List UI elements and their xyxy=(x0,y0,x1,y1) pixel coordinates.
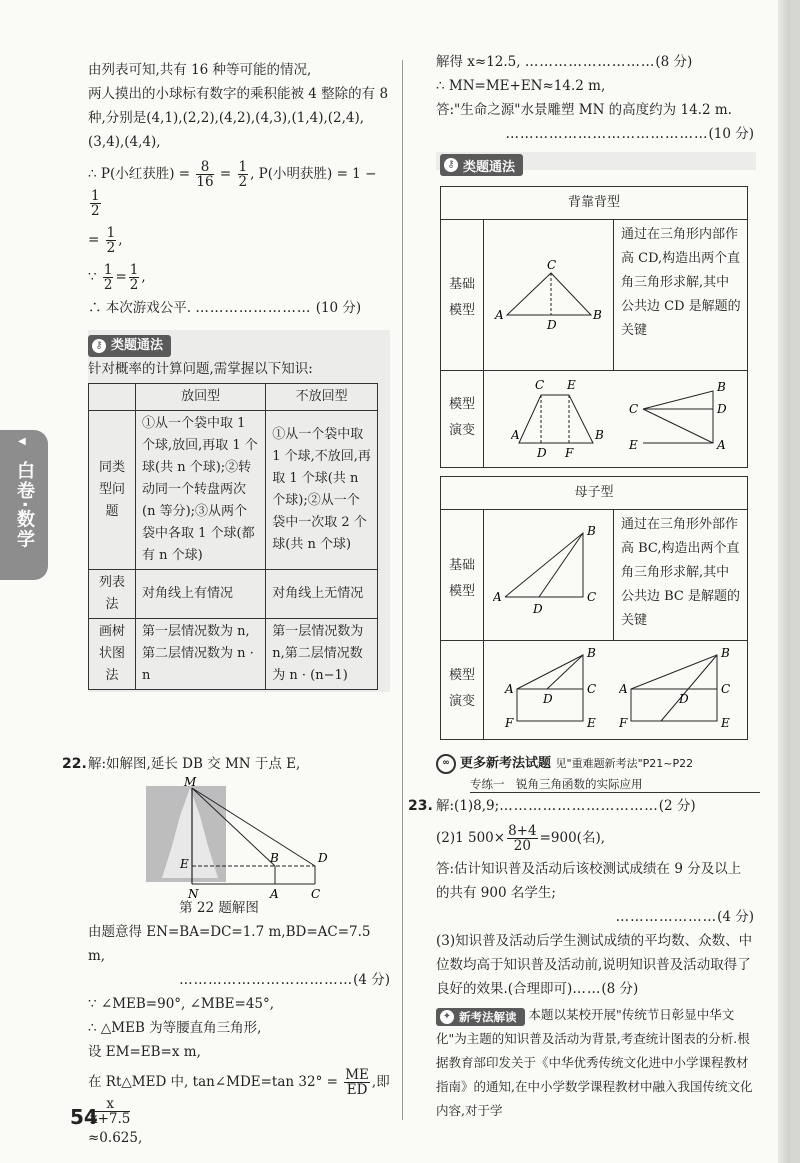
label-divider xyxy=(483,510,484,739)
column-divider xyxy=(402,60,403,1120)
model-title: 背靠背型 xyxy=(441,187,747,220)
dots: …… xyxy=(572,981,602,997)
fraction xyxy=(103,263,114,292)
table-row xyxy=(89,619,378,690)
text-span: 在 Rt△MED 中, tan∠MDE=tan 32° = xyxy=(88,1074,338,1090)
method-badge xyxy=(88,335,171,357)
label-D: D xyxy=(679,692,689,706)
link-icon: ∞ xyxy=(436,754,456,774)
row-label: 同类型问题 xyxy=(89,411,136,570)
text-span: ∴ 本次游戏公平. xyxy=(88,300,192,316)
dots: ………………… xyxy=(615,909,718,925)
label-B: B xyxy=(587,647,596,660)
fraction xyxy=(106,226,117,255)
label-divider xyxy=(483,220,484,467)
page-edge xyxy=(778,0,790,1163)
table-row xyxy=(89,384,378,411)
trapezoid xyxy=(519,395,593,443)
label-E: E xyxy=(587,716,596,730)
method-badge xyxy=(440,154,523,176)
table-row xyxy=(89,411,378,570)
denominator: 2 xyxy=(129,277,139,293)
dots: ……………………… xyxy=(524,54,656,70)
label-C: C xyxy=(547,258,557,272)
badge-label: 类题通法 xyxy=(111,338,164,353)
label-B: B xyxy=(595,428,604,442)
method-section xyxy=(88,330,390,692)
table-cell: ①从一个袋中取 1 个球,不放回,再取 1 个球(共 n 个球);②从一个袋中一次取 2 个球(共 n 个球) xyxy=(266,411,378,570)
fraction xyxy=(238,160,249,189)
q22-block xyxy=(88,752,390,776)
key-icon: ⚷ xyxy=(92,339,106,353)
label-C: C xyxy=(587,590,597,604)
label-E: E xyxy=(629,438,638,452)
table-row xyxy=(89,570,378,619)
fraction xyxy=(507,824,538,853)
numerator: 1 xyxy=(106,225,116,241)
dots: …………………………… xyxy=(499,798,659,814)
label-A: A xyxy=(495,308,504,322)
question-number: 23. xyxy=(408,798,433,814)
side-tab-label: 白卷·数学 xyxy=(14,460,35,550)
right-column-top xyxy=(436,50,754,146)
numerator: x xyxy=(90,1097,130,1112)
row-label: 模型演变 xyxy=(448,397,475,438)
denominator: 16 xyxy=(196,174,214,190)
table-cell: ①从一个袋中取 1 个球,放回,再取 1 个球(共 n 个球);②转动同一个转盘两次(n 等分);③从两个袋中各取 1 个球(都有 n 个球) xyxy=(136,411,266,570)
probability-table xyxy=(88,383,378,690)
label-F: F xyxy=(505,716,514,730)
line-DB xyxy=(547,655,583,689)
text-span: ,即 xyxy=(371,1074,390,1090)
label-A: A xyxy=(717,438,726,452)
denominator: x+7.5 xyxy=(90,1111,131,1127)
badge-label: 类题通法 xyxy=(463,159,516,175)
model-title: 母子型 xyxy=(441,477,747,510)
more-title: 更多新考法试题 xyxy=(460,756,552,771)
text-divider xyxy=(613,510,614,640)
prob-line: ∵ $\frac{1}{2}$ = $\frac{1}{2}$ , xyxy=(88,262,146,293)
label-F: F xyxy=(619,716,628,730)
line-DB xyxy=(539,533,583,597)
new-law-badge xyxy=(436,1008,525,1026)
text-span: (2)1 500× xyxy=(436,830,506,846)
row-label: 列表法 xyxy=(89,570,136,619)
text-line: 由列表可知,共有 16 种等可能的情况, xyxy=(88,62,312,78)
fraction xyxy=(129,263,140,292)
fraction xyxy=(90,189,101,218)
variant-figure-1 xyxy=(511,377,611,461)
label-B: B xyxy=(721,647,730,660)
q22-line: 由题意得 EN=BA=DC=1.7 m,BD=AC=7.5 m, xyxy=(88,924,371,964)
q23-block xyxy=(436,794,754,1123)
label-B: B xyxy=(593,308,602,322)
score: (4 分) xyxy=(717,909,754,925)
label-C: C xyxy=(721,682,731,696)
triangle-ABC xyxy=(507,273,591,315)
line-CA xyxy=(643,409,713,443)
score-line xyxy=(88,968,390,992)
label-E: E xyxy=(567,378,576,392)
variant-figure-2 xyxy=(621,377,739,461)
label-B: B xyxy=(717,380,726,394)
q23-line xyxy=(436,929,754,1001)
base-figure xyxy=(493,521,611,633)
new-law-text: 本题以某校开展"传统节日彰显中华文化"为主题的知识普及活动为背景,考查统计图表的分析.根据教育部印发关于《中华优秀传统文化进中小学课程教材指南》的通知,在中小学数学课程教材中融入我国传统文化内容,对于学 xyxy=(436,1007,753,1118)
fig-caption: 第 22 题解图 xyxy=(179,900,259,916)
model-mother-child xyxy=(440,476,748,740)
label-E: E xyxy=(721,716,730,730)
fraction xyxy=(344,1068,370,1097)
text-line: 答:"生命之源"水景雕塑 MN 的高度约为 14.2 m. xyxy=(436,102,732,118)
label-A: A xyxy=(505,682,514,696)
numerator: 1 xyxy=(103,262,113,278)
text-span: 解:(1)8,9; xyxy=(436,798,500,814)
text-line: ∴ MN=ME+EN≈14.2 m, xyxy=(436,78,606,94)
shape xyxy=(631,655,717,721)
label-E: E xyxy=(180,857,189,871)
label-C: C xyxy=(311,887,321,901)
text-span: , P(小明获胜) = 1 − xyxy=(250,166,377,182)
score: (10 分) xyxy=(315,300,362,316)
model-description: 通过在三角形内部作高 CD,构造出两个直角三角形求解,其中公共边 CD 是解题的关键 xyxy=(621,227,741,338)
label-D: D xyxy=(537,446,547,460)
table-header: 放回型 xyxy=(136,384,266,411)
shape xyxy=(643,391,713,443)
sub-topic: 专练一 锐角三角函数的实际应用 xyxy=(470,776,760,793)
label-B: B xyxy=(587,524,596,538)
prob-line: = $\frac{1}{2}$ , xyxy=(88,225,123,256)
denominator: ED xyxy=(346,1082,368,1098)
score: (8 分) xyxy=(655,54,693,70)
table-cell xyxy=(89,384,136,411)
denominator: 2 xyxy=(238,174,248,190)
key-icon: ⚷ xyxy=(444,158,458,172)
score-line xyxy=(436,794,754,818)
q22-line: ∵ ∠MEB=90°, ∠MBE=45°, xyxy=(88,996,275,1012)
row-label: 基础模型 xyxy=(448,558,475,599)
text-span: ∵ xyxy=(88,269,97,285)
label-B: B xyxy=(270,851,279,865)
row-label: 模型演变 xyxy=(448,668,475,709)
score: (8 分) xyxy=(601,981,639,997)
conclusion-line xyxy=(88,296,390,320)
fraction xyxy=(196,160,213,189)
label-A: A xyxy=(270,887,279,901)
numerator: 1 xyxy=(129,262,139,278)
dots: ……………………………… xyxy=(179,972,354,988)
model-back-to-back xyxy=(440,186,748,468)
text-span: 解得 x≈12.5, xyxy=(436,54,521,70)
table-cell: 第一层情况数为 n,第二层情况数为 n · (n−1) xyxy=(266,619,378,690)
q22-line: ≈0.625, xyxy=(88,1130,143,1146)
label-D: D xyxy=(318,851,328,865)
bulb-icon: ✦ xyxy=(440,1010,454,1024)
numerator: 1 xyxy=(238,159,248,175)
row-label: 画树状图法 xyxy=(89,619,136,690)
numerator: 1 xyxy=(91,188,100,204)
label-C: C xyxy=(535,378,545,392)
score: (2 分) xyxy=(658,798,696,814)
score-line xyxy=(436,50,754,74)
base-figure xyxy=(489,257,609,337)
label-D: D xyxy=(533,602,543,616)
text-line: 两人摸出的小球标有数字的乘积能被 4 整除的有 8 种,分别是(4,1),(2,2),(4,2),(4,3),(1,4),(2,4),(3,4),(4,4), xyxy=(88,86,389,150)
numerator: ME xyxy=(345,1067,369,1083)
row-divider xyxy=(441,640,747,641)
q22-solution xyxy=(88,896,390,1150)
page-number: 54 xyxy=(70,1105,98,1129)
badge-label: 新考法解读 xyxy=(459,1010,517,1024)
more-ref: 见"重难题新考法"P21~P22 xyxy=(555,757,694,770)
numerator: 8 xyxy=(196,160,213,175)
label-C: C xyxy=(587,682,597,696)
prob-line: ∴ P(小红获胜) = $\frac{8}{16}$ = $\frac{1}{2}$ , P(小明获胜) = 1 − $\frac{1}{2}$ xyxy=(88,159,377,219)
method-intro: 针对概率的计算问题,需掌握以下知识: xyxy=(88,361,313,377)
q22-line: ∴ △MEB 为等腰直角三角形, xyxy=(88,1020,262,1036)
text-span: = xyxy=(115,269,127,285)
label-A: A xyxy=(511,428,520,442)
label-F: F xyxy=(565,446,574,460)
more-questions[interactable] xyxy=(436,752,693,774)
q22-line: 设 EM=EB=x m, xyxy=(88,1044,201,1060)
table-header: 不放回型 xyxy=(266,384,378,411)
label-D: D xyxy=(543,692,553,706)
text-span: = xyxy=(88,232,100,248)
q22-intro: 解:如解图,延长 DB 交 MN 于点 E, xyxy=(88,756,301,772)
label-C: C xyxy=(629,402,639,416)
score-line xyxy=(436,122,754,146)
denominator: 2 xyxy=(91,203,100,219)
side-tab xyxy=(0,430,48,580)
model-description: 通过在三角形外部作高 BC,构造出两个直角三角形求解,其中公共边 BC 是解题的关键 xyxy=(621,517,741,628)
score-line xyxy=(436,905,754,929)
q23-line xyxy=(436,824,754,853)
line-EB xyxy=(661,655,717,721)
label-A: A xyxy=(493,590,502,604)
left-column xyxy=(88,58,390,692)
triangle-ABC xyxy=(505,533,583,597)
table-cell: 对角线上无情况 xyxy=(266,570,378,619)
dots: …………………… xyxy=(195,300,312,316)
denominator: 2 xyxy=(103,277,113,293)
label-D: D xyxy=(547,318,557,332)
table-cell: 对角线上有情况 xyxy=(136,570,266,619)
label-M: M xyxy=(184,776,197,789)
table-cell: 第一层情况数为 n,第二层情况数为 n · n xyxy=(136,619,266,690)
text-divider xyxy=(613,220,614,370)
variant-figure-2 xyxy=(619,647,741,735)
label-N: N xyxy=(188,887,199,901)
denominator: 20 xyxy=(513,838,531,854)
numerator: 8+4 xyxy=(508,823,537,839)
score: (4 分) xyxy=(353,972,390,988)
row-divider xyxy=(441,370,747,371)
q22-line xyxy=(88,1068,390,1126)
question-number: 22. xyxy=(62,756,87,772)
q23-line: 答:估计知识普及活动后该校测试成绩在 9 分及以上的共有 900 名学生; xyxy=(436,861,742,901)
text-span: (3)知识普及活动后学生测试成绩的平均数、众数、中位数均高于知识普及活动前,说明知识普及活动取得了良好的效果.(合理即可) xyxy=(436,933,753,997)
new-law-analysis xyxy=(436,1003,754,1123)
denominator: 2 xyxy=(106,240,116,256)
variant-figure-1 xyxy=(503,647,613,735)
text-span: ∴ P(小红获胜) = xyxy=(88,166,191,182)
text-span: =900(名), xyxy=(539,830,605,846)
fig22-diagram xyxy=(140,776,360,906)
label-A: A xyxy=(619,682,628,696)
row-label: 基础模型 xyxy=(448,277,475,318)
dots: …………………………………… xyxy=(505,126,709,142)
tab-arrow-icon: ◀ xyxy=(18,436,26,447)
label-D: D xyxy=(717,402,727,416)
score: (10 分) xyxy=(708,126,754,142)
